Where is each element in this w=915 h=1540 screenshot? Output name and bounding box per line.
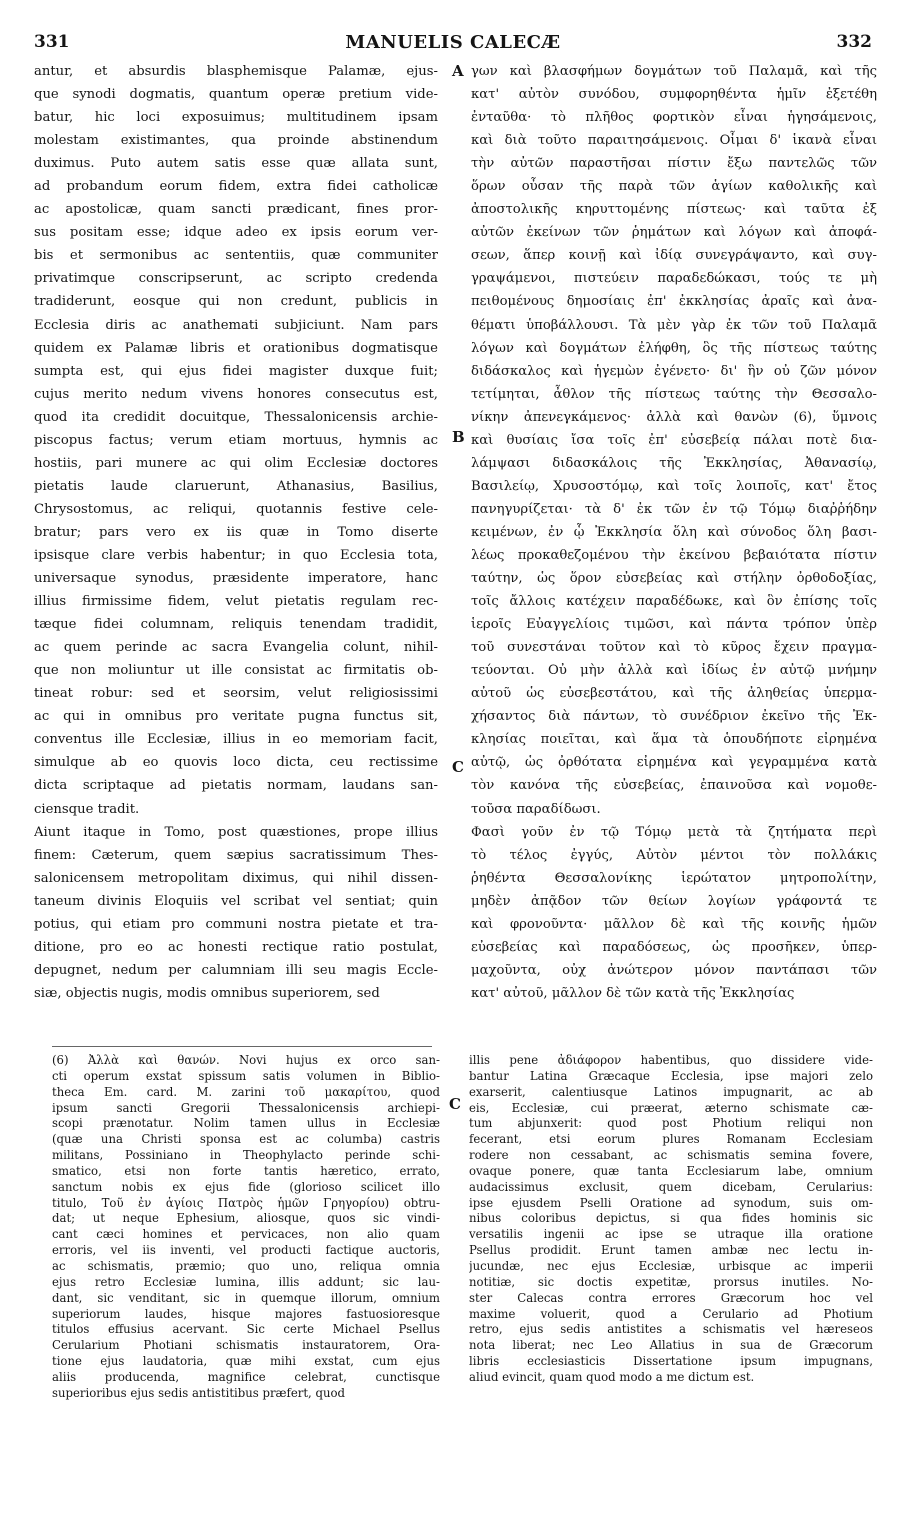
greek-text-line: κλησίας ποιεῖται, καὶ ἅμα τὰ ὁπουδήποτε εἰρημένα — [471, 732, 877, 748]
greek-text-line: ἐνταῦθα· τὸ πλῆθος φορτικὸν εἶναι ἡγησάμενοις, — [471, 110, 877, 126]
greek-text-line: τὸν κανόνα τῆς εὐσεβείας, ἐπαινοῦσα καὶ νομοθε- — [471, 778, 877, 794]
footnote-text-line: dant, sic venditant, sic in quemque illorum, omnium — [52, 1290, 440, 1305]
footnote-text-line: smatico, etsi non forte tantis hæretico, errato, — [52, 1163, 440, 1178]
page-number-right: 332 — [836, 32, 872, 52]
greek-text-line: γραψάμενοι, πιστεύειν παραδεδώκασι, τούς τε μὴ — [471, 271, 877, 287]
footnote-text-line: ipse ejusdem Pselli Oratione ad synodum, suis om- — [469, 1195, 873, 1210]
footnote-text-line: superioribus ejus sedis antistitibus præfert, quod — [52, 1385, 346, 1400]
greek-text-line: τετίμηται, ἆθλον τῆς πίστεως ταύτης τὴν Θεσσαλο- — [471, 386, 877, 402]
footnote-text-line: nota liberat; nec Leo Allatius in sua de Græcorum — [469, 1338, 873, 1353]
footnote-text-line: Cerularium Photiani schismatis instauratorem, Ora- — [52, 1338, 440, 1353]
greek-text-line: τεύονται. Οὐ μὴν ἀλλὰ καὶ ἰδίως ἐν αὐτῷ μνήμην — [471, 663, 877, 679]
latin-text-line: finem: Cæterum, quem sæpius sacratissimum Thes- — [34, 847, 438, 863]
footnote-text-line: titulos effusius acervant. Sic certe Michael Psellus — [52, 1322, 440, 1337]
latin-text-line: depugnet, nedum per calumniam illi seu magis Eccle- — [34, 962, 438, 978]
footnote-text-line: notitiæ, sic doctis expetitæ, prorsus inutiles. No- — [469, 1274, 873, 1289]
latin-text-line: potius, qui etiam pro communi nostra pietate et tra- — [34, 916, 438, 932]
footnote-text-line: ster Calecas contra errores Græcorum hoc vel — [469, 1290, 873, 1305]
latin-text-line: ditione, pro eo ac honesti rectique ratio postulat, — [34, 939, 438, 955]
greek-text-line: καὶ θυσίαις ἴσα τοῖς ἐπ' εὐσεβείᾳ πάλαι ποτὲ δια- — [471, 432, 877, 448]
footnote-text-line: rodere non cessabant, ac schismatis semina fovere, — [469, 1148, 873, 1163]
footnote-divider — [52, 1046, 432, 1047]
greek-text-line: κατ' αὐτὸν συνόδου, συμφορηθέντα ἡμῖν ἐξετέθη — [471, 87, 877, 103]
latin-text-line: taneum divinis Eloquiis vel scribat vel sentiat; quin — [34, 893, 438, 909]
footnote-text-line: sanctum nobis ex ejus fide (glorioso scilicet illo — [52, 1179, 440, 1194]
footnote-text-line: theca Em. card. M. zarini τοῦ μακαρίτου, quod — [52, 1084, 440, 1099]
footnote-text-line: titulo, Τοῦ ἐν ἁγίοις Πατρὸς ἡμῶν Γρηγορίου) obtru- — [52, 1195, 440, 1210]
latin-text-line: piscopus factus; verum etiam mortuus, hymnis ac — [34, 432, 438, 448]
section-marker-b: B — [452, 428, 465, 446]
section-marker-a: A — [452, 62, 464, 80]
footnote-text-line: Psellus prodidit. Erunt tamen ambæ nec lectu in- — [469, 1243, 873, 1258]
latin-text-line: pietatis laude claruerunt, Athanasius, Basilius, — [34, 478, 438, 494]
footnote-text-line: cant cæci homines et pervicaces, non alio quam — [52, 1227, 440, 1242]
page-number-left: 331 — [34, 32, 70, 52]
footnote-text-line: cti operum exstat spissum satis volumen in Biblio- — [52, 1068, 440, 1083]
latin-text-line: quod ita credidit docuitque, Thessalonicensis archie- — [34, 409, 438, 425]
latin-text-line: simulque ab eo quovis loco dicta, ceu rectissime — [34, 755, 438, 771]
latin-text-line: antur, et absurdis blasphemisque Palamæ, ejus- — [34, 64, 438, 79]
footnote-text-line: superiorum laudes, hisque majores fastuosioresque — [52, 1306, 440, 1321]
latin-text-line: tradiderunt, eosque qui non credunt, publicis in — [34, 294, 438, 310]
footnote-text-line: ovaque ponere, quæ tanta Ecclesiarum labe, omnium — [469, 1163, 873, 1178]
footnote-text-line: maxime voluerit, quod a Cerulario ad Photium — [469, 1306, 873, 1321]
latin-text-line: universaque synodus, præsidente imperatore, hanc — [34, 571, 438, 587]
latin-text-line: Aiunt itaque in Tomo, post quæstiones, prope illius — [34, 824, 438, 840]
greek-text-line: πειθομένους δημοσίαις ἐπ' ἐκκλησίας ἀραῖς καὶ ἀνα- — [471, 294, 877, 310]
greek-text-line: ταύτην, ὡς ὅρον εὐσεβείας καὶ στήλην ὀρθοδοξίας, — [471, 571, 877, 587]
latin-text-line: privatimque conscripserunt, ac scripto credenda — [34, 271, 438, 287]
footnote-text-line: ipsum sancti Gregorii Thessalonicensis archiepi- — [52, 1100, 440, 1115]
running-header — [34, 32, 872, 58]
footnote-text-line: bantur Latina Græcaque Ecclesia, ipse majori zelo — [469, 1068, 873, 1083]
footnote-text-line: erroris, vel iis inventi, vel producti factique auctoris, — [52, 1243, 440, 1258]
footnote-text-line: (6) Ἀλλὰ καὶ θανών. Novi hujus ex orco san- — [52, 1053, 440, 1067]
latin-text-line: sumpta est, qui ejus fidei magister duxque fuit; — [34, 363, 438, 379]
latin-text-line: quidem ex Palamæ libris et orationibus dogmatisque — [34, 340, 438, 356]
footnote-text-line: tum abjunxerit: quod post Photium reliqui non — [469, 1116, 873, 1131]
greek-text-line: τὸ τέλος ἐγγύς, Αὐτὸν μέντοι τὸν πολλάκις — [471, 847, 877, 863]
footnote-text-line: fecerant, etsi eorum plures Romanam Ecclesiam — [469, 1132, 873, 1147]
footnote-text-line: illis pene ἀδιάφορον habentibus, quo dissidere vide- — [469, 1053, 873, 1067]
footnote-right-column — [469, 1053, 873, 1386]
greek-text-line: Φασὶ γοῦν ἐν τῷ Τόμῳ μετὰ τὰ ζητήματα περὶ — [471, 824, 877, 840]
latin-column — [34, 60, 438, 1005]
footnote-text-line: audacissimus exclusit, quem dicebam, Cerularius: — [469, 1179, 873, 1194]
greek-text-line: αὐτοῦ ὡς εὐσεβεστάτου, καὶ τῆς ἀληθείας ὑπερμα- — [471, 686, 877, 702]
greek-text-line: πανηγυρίζεται· τὰ δ' ἐκ τῶν ἐν τῷ Τόμῳ διαῤῥήδην — [471, 501, 877, 517]
latin-text-line: sus positam esse; idque adeo ex ipsis eorum ver- — [34, 225, 438, 241]
latin-text-line: que non moliuntur ut ille consistat ac firmitatis ob- — [34, 663, 438, 679]
latin-text-line: ciensque tradit. — [34, 801, 140, 817]
greek-text-line: καὶ φρονοῦντα· μᾶλλον δὲ καὶ τῆς κοινῆς ἡμῶν — [471, 916, 877, 932]
greek-text-line: λέως προκαθεζομένου τὴν ἐκείνου βεβαιότατα πίστιν — [471, 547, 877, 563]
footnote-text-line: scopi prænotatur. Nolim tamen ullus in Ecclesiæ — [52, 1116, 440, 1131]
footnote-text-line: eis, Ecclesiæ, cui præerat, æterno schismate cæ- — [469, 1100, 873, 1115]
footnote-text-line: aliis producenda, magnifice celebrat, cunctisque — [52, 1369, 440, 1384]
greek-text-line: κειμένων, ἐν ᾧ Ἐκκλησία ὅλη καὶ σύνοδος ὅλη βασι- — [471, 524, 877, 540]
latin-text-line: tæque fidei columnam, reliquis tenendam tradidit, — [34, 617, 438, 633]
footnote-text-line: dat; ut neque Ephesium, aliosque, quos sic vindi- — [52, 1211, 440, 1226]
greek-text-line: τοῦ συνεστάναι τοῦτον καὶ τὸ κῦρος ἔχειν πραγμα- — [471, 640, 877, 656]
footnote-text-line: versatilis ingenii ac ipse se utraque illa oratione — [469, 1227, 873, 1242]
section-marker-c: C — [452, 758, 464, 776]
latin-text-line: batur, hic loci exposuimus; multitudinem ipsam — [34, 110, 438, 126]
greek-text-line: εὐσεβείας καὶ παραδόσεως, ὡς προσῆκεν, ὑπερ- — [471, 939, 877, 955]
latin-text-line: ipsisque clare verbis habentur; in quo Ecclesia tota, — [34, 547, 438, 563]
latin-text-line: duximus. Puto autem satis esse quæ allata sunt, — [34, 156, 438, 172]
latin-text-line: ac apostolicæ, quam sancti prædicant, fines pror- — [34, 202, 438, 218]
greek-text-line: τοῖς ἄλλοις κατέχειν παραδέδωκε, καὶ ὃν ἐπίσης τοῖς — [471, 594, 877, 610]
footnote-text-line: aliud evincit, quam quod modo a me dictum est. — [469, 1369, 755, 1384]
footnote-marker-c: C — [449, 1095, 461, 1113]
latin-text-line: bis et sermonibus ac sententiis, quæ communiter — [34, 248, 438, 264]
latin-text-line: ad probandum eorum fidem, extra fidei catholicæ — [34, 179, 438, 195]
greek-text-line: χήσαντος διὰ πάντων, τὸ συνέδριον ἐκεῖνο τῆς Ἐκ- — [471, 709, 877, 725]
greek-text-line: λάμψασι διδασκάλοις τῆς Ἐκκλησίας, Ἀθανασίῳ, — [471, 455, 877, 471]
greek-text-line: αὐτῷ, ὡς ὀρθότατα εἰρημένα καὶ γεγραμμένα κατὰ — [471, 755, 877, 771]
latin-text-line: Chrysostomus, ac reliqui, quotannis festive cele- — [34, 501, 438, 517]
latin-text-line: illius firmissime fidem, velut pietatis regulam rec- — [34, 594, 438, 610]
greek-text-line: ἱεροῖς Εὐαγγελίοις τιμῶσι, καὶ πάντα τρόπον ὑπὲρ — [471, 617, 877, 633]
latin-text-line: ac qui in omnibus pro veritate pugna functus sit, — [34, 709, 438, 725]
greek-text-line: γων καὶ βλασφήμων δογμάτων τοῦ Παλαμᾶ, καὶ τῆς — [471, 64, 877, 79]
latin-text-line: Ecclesia diris ac anathemati subjiciunt. Nam pars — [34, 317, 438, 333]
greek-text-line: ῥηθέντα Θεσσαλονίκης ἱερώτατον μητροπολίτην, — [471, 870, 877, 886]
latin-text-line: ac quem perinde ac sacra Evangelia colunt, nihil- — [34, 640, 438, 656]
greek-text-line: ὅρων οὖσαν τῆς παρὰ τῶν ἁγίων καθολικῆς καὶ — [471, 179, 877, 195]
latin-text-line: conventus ille Ecclesiæ, illius in eo memoriam facit, — [34, 732, 438, 748]
greek-text-line: νίκην ἀπενεγκάμενος· ἀλλὰ καὶ θανὼν (6), ὕμνοις — [471, 409, 877, 425]
greek-text-line: μηδὲν ἀπᾷδον τῶν θείων λογίων γράφοντά τε — [471, 893, 877, 909]
latin-text-line: dicta scriptaque ad pietatis normam, laudans san- — [34, 778, 438, 794]
latin-text-line: que synodi dogmatis, quantum operæ pretium vide- — [34, 87, 438, 103]
footnote-left-column — [52, 1053, 440, 1402]
footnote-text-line: libris ecclesiasticis Dissertatione ipsum impugnans, — [469, 1354, 873, 1369]
greek-text-line: λόγων καὶ δογμάτων ἐλήφθη, ὃς τῆς πίστεως ταύτης — [471, 340, 877, 356]
footnote-text-line: nibus coloribus depictus, si qua fides hominis sic — [469, 1211, 873, 1226]
greek-text-line: θέματι ὑποβάλλουσι. Τὰ μὲν γὰρ ἐκ τῶν τοῦ Παλαμᾶ — [471, 317, 877, 333]
greek-text-line: τὴν αὐτῶν παραστῆσαι πίστιν ἔξω παντελῶς τῶν — [471, 156, 877, 172]
footnote-text-line: jucundæ, nec ejus Ecclesiæ, urbisque ac imperii — [469, 1258, 873, 1273]
greek-text-line: κατ' αὐτοῦ, μᾶλλον δὲ τῶν κατὰ τῆς Ἐκκλησίας — [471, 985, 795, 1001]
latin-text-line: molestam existimantes, qua proinde abstinendum — [34, 133, 438, 149]
footnote-text-line: militans, Possiniano in Theophylacto perinde schi- — [52, 1148, 440, 1163]
footnote-text-line: exarserit, calentiusque Latinos impugnarit, ac ab — [469, 1084, 873, 1099]
footnote-text-line: (quæ una Christi sponsa est ac columba) castris — [52, 1132, 440, 1147]
greek-column — [471, 60, 877, 1005]
running-title: MANUELIS CALECÆ — [345, 32, 561, 53]
greek-text-line: ἀποστολικῆς κηρυττομένης πίστεως· καὶ ταῦτα ἐξ — [471, 202, 877, 218]
latin-text-line: cujus merito nedum vivens honores consecutus est, — [34, 386, 438, 402]
greek-text-line: αὐτῶν ἐκείνων τῶν ῥημάτων καὶ λόγων καὶ ἀποφά- — [471, 225, 877, 241]
latin-text-line: hostiis, pari munere ac qui olim Ecclesiæ doctores — [34, 455, 438, 471]
latin-text-line: salonicensem metropolitam diximus, qui nihil dissen- — [34, 870, 438, 886]
greek-text-line: σεων, ἅπερ κοινῇ καὶ ἰδίᾳ συνεγράψαντο, καὶ συγ- — [471, 248, 877, 264]
greek-text-line: τοῦσα παραδίδωσι. — [471, 801, 601, 817]
greek-text-line: μαχοῦντα, οὐχ ἀνώτερον μόνον παντάπασι τῶν — [471, 962, 877, 978]
latin-text-line: bratur; pars vero ex iis quæ in Tomo diserte — [34, 524, 438, 540]
greek-text-line: καὶ διὰ τοῦτο παραιτησάμενοις. Οἶμαι δ' ἱκανὰ εἶναι — [471, 133, 877, 149]
greek-text-line: Βασιλείῳ, Χρυσοστόμῳ, καὶ τοῖς λοιποῖς, κατ' ἔτος — [471, 478, 877, 494]
footnote-text-line: tione ejus laudatoria, quæ mihi exstat, cum ejus — [52, 1354, 440, 1369]
footnote-text-line: ac schismatis, præmio; quo uno, reliqua omnia — [52, 1258, 440, 1273]
greek-text-line: διδάσκαλος καὶ ἡγεμὼν ἐγένετο· δι' ἣν οὐ ζῶν μόνον — [471, 363, 877, 379]
footnote-text-line: ejus retro Ecclesiæ lumina, illis addunt; sic lau- — [52, 1274, 440, 1289]
latin-text-line: siæ, objectis nugis, modis omnibus superiorem, sed — [34, 985, 380, 1001]
footnote-text-line: retro, ejus sedis antistites a schismatis vel hæreseos — [469, 1322, 873, 1337]
latin-text-line: tineat robur: sed et seorsim, velut religiosissimi — [34, 686, 438, 702]
